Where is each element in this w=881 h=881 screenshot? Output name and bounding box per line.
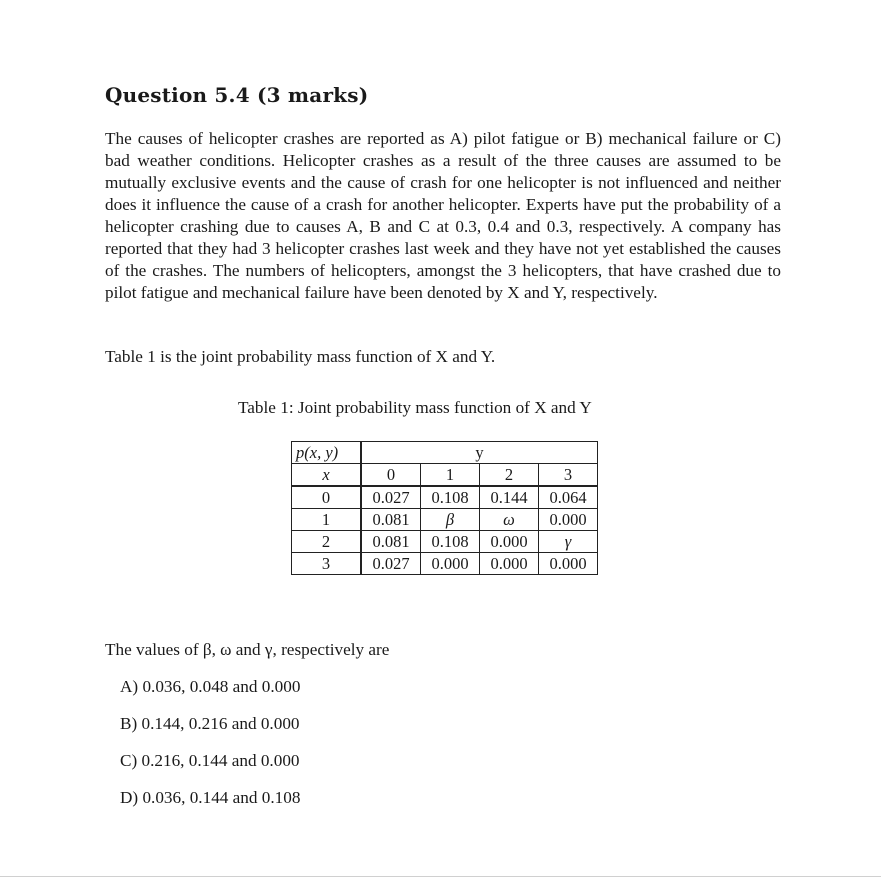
table-row (292, 509, 598, 531)
table-cell: 0.144 (480, 486, 539, 509)
row-header: 1 (292, 509, 362, 531)
question-paragraph: The causes of helicopter crashes are reported as A) pilot fatigue or B) mechanical failure or C) bad weather conditions. Helicopter crashes as a result of the three causes are assumed to be mutually exclusive events and the cause of crash for one helicopter is not influenced and neither does it influence the cause of a crash for another helicopter. Experts have put the probability of a helicopter crashing due to causes A, B and C at 0.3, 0.4 and 0.3, respectively. A company has reported that they had 3 helicopter crashes last week and they have not yet established the causes of the crashes. The numbers of helicopters, amongst the 3 helicopters, that have crashed due to pilot fatigue and mechanical failure have been denoted by X and Y, respectively. (105, 129, 781, 302)
table-intro: Table 1 is the joint probability mass function of X and Y. (105, 347, 496, 366)
option-label: A) (120, 677, 139, 696)
question-prompt: The values of β, ω and γ, respectively are (105, 640, 390, 659)
option-label: D) (120, 788, 139, 807)
table-cell: 0.081 (361, 509, 421, 531)
table-cell-beta: β (421, 509, 480, 531)
table-row (292, 531, 598, 553)
table-cell: 0.000 (480, 531, 539, 553)
column-header: 1 (421, 464, 480, 487)
table-corner-label: p(x, y) (292, 442, 362, 464)
option-a[interactable] (120, 677, 300, 697)
table-cell: 0.108 (421, 531, 480, 553)
row-variable-label: x (292, 464, 362, 487)
option-text: 0.036, 0.048 and 0.000 (142, 677, 301, 696)
column-header: 0 (361, 464, 421, 487)
table-caption: Table 1: Joint probability mass function of X and Y (238, 398, 592, 417)
table-cell: 0.000 (539, 553, 598, 575)
option-d[interactable] (120, 788, 300, 808)
table-cell-omega: ω (480, 509, 539, 531)
column-header: 3 (539, 464, 598, 487)
table-cell: 0.108 (421, 486, 480, 509)
row-header: 2 (292, 531, 362, 553)
option-c[interactable] (120, 751, 300, 771)
table-cell: 0.081 (361, 531, 421, 553)
option-b[interactable] (120, 714, 300, 734)
column-variable-label: y (361, 442, 598, 464)
column-header: 2 (480, 464, 539, 487)
joint-pmf-table (291, 441, 598, 575)
table-cell: 0.064 (539, 486, 598, 509)
page-divider (0, 876, 881, 877)
table-cell-gamma: γ (539, 531, 598, 553)
table-cell: 0.000 (480, 553, 539, 575)
table-row (292, 553, 598, 575)
row-header: 3 (292, 553, 362, 575)
table-cell: 0.027 (361, 553, 421, 575)
row-header: 0 (292, 486, 362, 509)
table-row (292, 486, 598, 509)
question-title: Question 5.4 (3 marks) (105, 83, 369, 107)
option-text: 0.216, 0.144 and 0.000 (141, 751, 300, 770)
option-label: C) (120, 751, 138, 770)
option-text: 0.144, 0.216 and 0.000 (141, 714, 300, 733)
option-label: B) (120, 714, 138, 733)
table-cell: 0.000 (421, 553, 480, 575)
table-cell: 0.027 (361, 486, 421, 509)
option-text: 0.036, 0.144 and 0.108 (142, 788, 301, 807)
table-cell: 0.000 (539, 509, 598, 531)
